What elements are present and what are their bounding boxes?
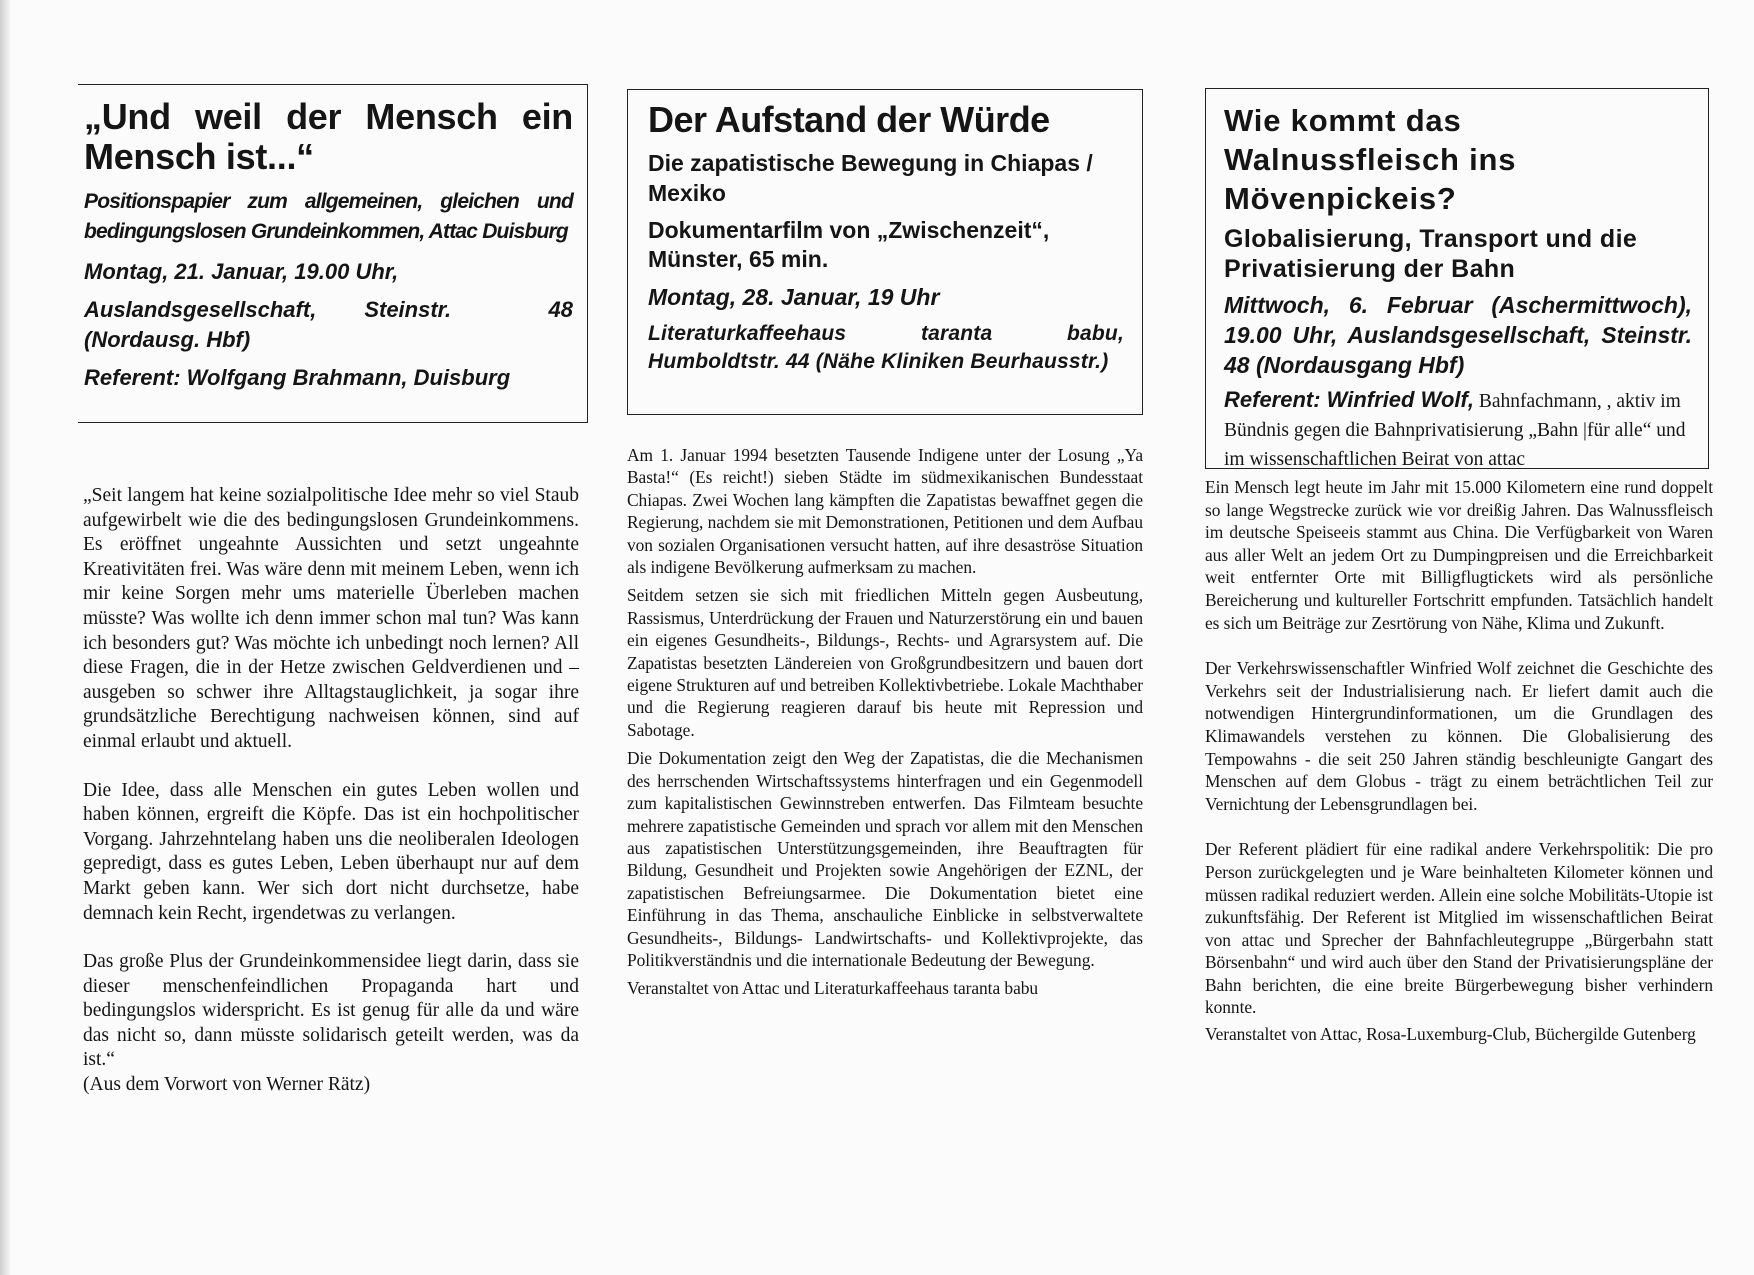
event-body-1	[83, 484, 579, 1122]
event-subtitle-1: Positionspapier zum allgemeinen, gleichen und bedingungslosen Grundeinkommen, Attac Duisburg	[84, 190, 573, 243]
event-location-1	[84, 295, 573, 355]
event-body-2	[627, 444, 1143, 1006]
body-3-organizer: Veranstaltet von Attac, Rosa-Luxemburg-Club, Büchergilde Gutenberg	[1205, 1024, 1696, 1045]
event-title-1-line-2: Mensch ist...“	[84, 136, 314, 177]
location-1-note: (Nordausg. Hbf)	[84, 327, 251, 352]
body-2-paragraph: Seitdem setzen sie sich mit friedlichen Mitteln gegen Ausbeutung, Rassismus, Unterdrückung der Frauen und Naturzerstörung ein und bauen ein eigenes Gesundheits-, Bildungs-, Rechts- und Agrarsystem auf. Die Zapatistas besetzten Ländereien von Großgrundbesitzern und bauen dort eigene Strukturen auf und betreiben Kollektivbetriebe. Lokale Machthaber und die Regierung reagieren darauf bis heute mit Repression und Sabotage.	[627, 585, 1143, 740]
body-2-paragraph: Am 1. Januar 1994 besetzten Tausende Indigene unter der Losung „Ya Basta!“ (Es reicht!) sieben Städte im südmexikanischen Bundesstaat Chiapas. Zwei Wochen lang kämpften die Zapatistas bewaffnet gegen die Regierung, nachdem sie mit Demonstrationen, Petitionen und dem Aufbau von sozialen Organisationen versucht hatten, auf ihre desaströse Situation als indigene Bevölkerung aufmerksam zu machen.	[627, 445, 1143, 578]
body-1-paragraph: „Seit langem hat keine sozialpolitische Idee mehr so viel Staub aufgewirbelt wie die des bedingungslosen Grundeinkommens. Es eröffnet ungeahnte Aussichten und setzt ungeahnte Kreativitäten frei. Was wäre denn mit meinem Leben, wenn ich mir keine Sorgen mehr ums materielle Überleben machen müsste? Was wollte ich denn immer schon mal tun? Was kann ich besonders gut? Was möchte ich unbedingt noch lernen? All diese Fragen, die in der Hetze zwischen Geldverdienen und –ausgeben so schwer ihre Alltagstauglichkeit, ja sogar ihre grundsätzliche Berechtigung nachweisen können, sind auf einmal erlaubt und aktuell.	[83, 485, 579, 752]
location-1-venue: Auslandsgesellschaft,	[84, 297, 317, 322]
event-title-3: Wie kommt das Walnussfleisch ins Mövenpickeis?	[1224, 103, 1517, 216]
body-2-paragraph: Die Dokumentation zeigt den Weg der Zapatistas, die die Mechanismen des herrschenden Wirtschaftssystems hinterfragen und ein Gegenmodell zum kapitalistischen Gewinnstreben entwerfen. Das Filmteam besuchte mehrere zapatistische Gemeinden und sprach vor allem mit den Menschen aus zapatistischen Unterstützungsgemeinden, ihre Beauftragten für Bildung, Gesundheit und Projekten sowie Angehörigen der EZNL, der zapatistischen Befreiungsarmee. Die Dokumentation bietet eine Einführung in das Thema, anschauliche Einblicke in selbstverwaltete Gesundheits-, Bildungs- Landwirtschafts- und Kollektivprojekte, das Politikverständnis und die internationale Bedeutung der Bewegung.	[627, 748, 1143, 970]
event-header-box-2	[627, 89, 1143, 415]
body-1-paragraph: Das große Plus der Grundeinkommensidee liegt darin, dass sie dieser menschenfeindlichen Propaganda hart und bedingungslos widerspricht. Es ist genug für alle da und wäre das nicht so, dann müsste solidarisch geteilt werden, was da ist.“	[83, 951, 579, 1071]
speaker-3-description: Bahnfachmann, , aktiv im Bündnis gegen die Bahnprivatisierung „Bahn |für alle“ und im wissenschaftlichen Beirat von attac	[1224, 391, 1686, 470]
location-1-street: Steinstr.	[364, 297, 452, 322]
event-header-box-3	[1205, 88, 1709, 469]
event-title-1	[84, 97, 573, 177]
body-3-paragraph: Der Verkehrswissenschaftler Winfried Wolf zeichnet die Geschichte des Verkehrs seit der Industrialisierung nach. Er liefert damit auch die notwendigen Hintergrundinformationen, um die Grundlagen des Klimawandels verstehen zu können. Die Globalisierung des Tempowahns - die seit 250 Jahren ständig beschleunigte Gangart des Menschen auf dem Globus - trägt zu einem beträchtlichen Teil zur Vernichtung der Lebensgrundlagen bei.	[1205, 658, 1713, 814]
event-header-box-1	[78, 84, 588, 423]
body-2-organizer: Veranstaltet von Attac und Literaturkaffeehaus taranta babu	[627, 978, 1039, 999]
location-1-number: 48	[548, 297, 573, 322]
speaker-3-label: Referent: Winfried Wolf,	[1224, 387, 1474, 412]
event-subtitle-2: Die zapatistische Bewegung in Chiapas / Mexiko	[648, 150, 1093, 206]
event-date-2: Montag, 28. Januar, 19 Uhr	[648, 284, 940, 310]
event-speaker-1: Referent: Wolfgang Brahmann, Duisburg	[84, 365, 511, 390]
event-title-2: Der Aufstand der Würde	[648, 99, 1050, 140]
event-title-1-line-1: „Und weil der Mensch ein	[84, 96, 573, 137]
event-location-2: Literaturkaffeehaus taranta babu, Humboldtstr. 44 (Nähe Kliniken Beurhausstr.)	[648, 322, 1124, 373]
body-1-source: (Aus dem Vorwort von Werner Rätz)	[83, 1074, 371, 1096]
event-subtitle-3: Globalisierung, Transport und die Privatisierung der Bahn	[1224, 225, 1638, 283]
scan-edge-shadow	[0, 0, 10, 1275]
event-body-3	[1205, 476, 1713, 1069]
body-1-paragraph: Die Idee, dass alle Menschen ein gutes Leben wollen und haben können, ergreift die Köpfe. Das ist ein hochpolitischer Vorgang. Jahrzehntelang haben uns die neoliberalen Ideologen gepredigt, dass es gutes Leben, Leben überhaupt nur auf dem Markt geben kann. Wer sich dort nicht durchsetze, habe demnach kein Recht, irgendetwas zu verlangen.	[83, 779, 579, 924]
event-date-1: Montag, 21. Januar, 19.00 Uhr,	[84, 259, 399, 284]
body-3-paragraph: Ein Mensch legt heute im Jahr mit 15.000 Kilometern eine rund doppelt so lange Wegstrecke zurück wie vor dreißig Jahren. Das Walnussfleisch im deutsche Speiseeis stammt aus China. Die Verfügbarkeit von Waren aus aller Welt an jedem Ort zu Dumpingpreisen und die Erreichbarkeit weit entfernter Orte mit Billigflugtickets wird als persönliche Bereicherung und kultureller Fortschritt empfunden. Tatsächlich handelt es sich um Beiträge zur Zesrtörung von Nähe, Klima und Zukunft.	[1205, 477, 1713, 633]
event-date-3: Mittwoch, 6. Februar (Aschermittwoch), 19.00 Uhr, Auslandsgesellschaft, Steinstr. 48 (Nordausgang Hbf)	[1224, 292, 1692, 378]
body-3-paragraph: Der Referent plädiert für eine radikal andere Verkehrspolitik: Die pro Person zurückgelegten und je Ware beinhalteten Kilometer können und müssen radikal reduziert werden. Allein eine solche Mobilitäts-Utopie ist zukunftsfähig. Der Referent ist Mitglied im wissenschaftlichen Beirat von attac und Sprecher der Bahnfachleutegruppe „Bürgerbahn statt Börsenbahn“ und wird auch über den Stand der Privatisierungspläne der Bahn berichten, die eine breite Bürgerbewegung bisher verhindern konnte.	[1205, 839, 1713, 1018]
event-film-info-2: Dokumentarfilm von „Zwischenzeit“, Münster, 65 min.	[648, 217, 1050, 272]
event-speaker-3	[1224, 386, 1692, 473]
